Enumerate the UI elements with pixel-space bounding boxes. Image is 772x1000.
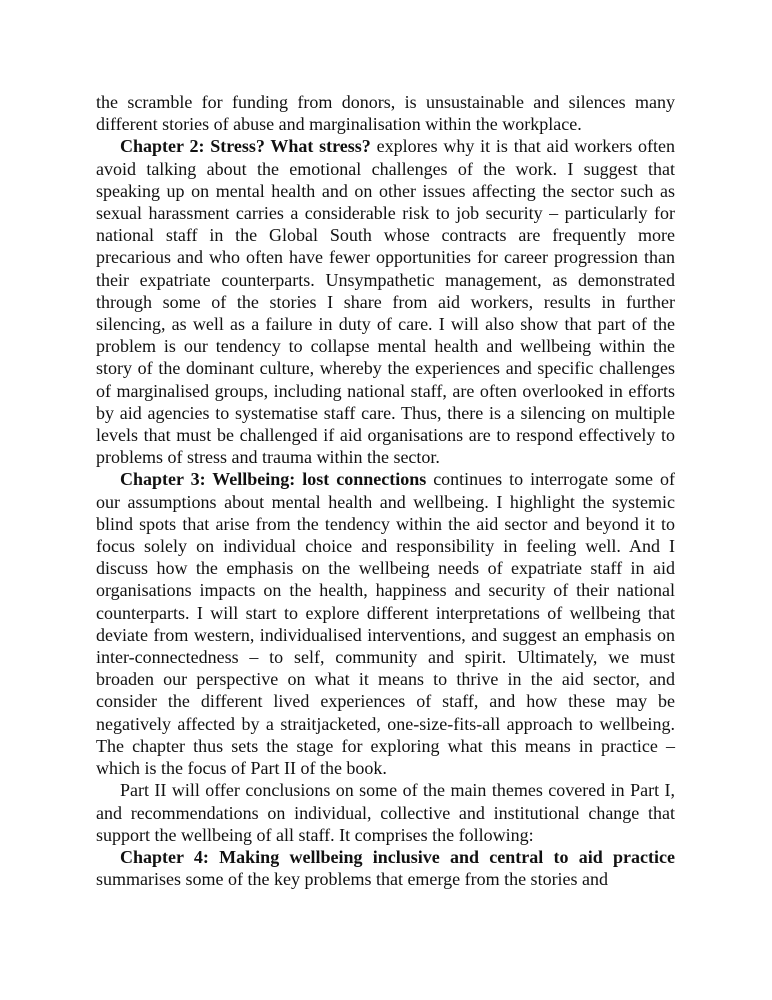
paragraph-text: the scramble for funding from donors, is unsustainable and silences many different stories of abuse and marginalisation within the workplace. <box>96 92 675 135</box>
paragraph-text: explores why it is that aid workers often avoid talking about the emotional challenges of the work. I suggest that speaking up on mental health and on other issues affecting the sector such as sexual harassment carries a considerable risk to job security – particularly for national staff in the Global South whose contracts are frequently more precarious and who often have fewer opportunities for career progression than their expatriate counterparts. Unsympathetic management, as demonstrated through some of the stories I share from aid workers, results in further silencing, as well as a failure in duty of care. I will also show that part of the problem is our tendency to collapse mental health and wellbeing within the story of the dominant culture, whereby the experiences and specific challenges of marginalised groups, including national staff, are often overlooked in efforts by aid agencies to systematise staff care. Thus, there is a silencing on multiple levels that must be challenged if aid organisations are to respond effectively to problems of stress and trauma within the sector. <box>96 136 676 468</box>
paragraph-chapter-2 <box>96 135 675 468</box>
paragraph-chapter-3 <box>96 468 675 779</box>
paragraph-text: Part II will offer conclusions on some of the main themes covered in Part I, and recommendations on individual, collective and institutional change that support the wellbeing of all staff. It comprises the following: <box>96 780 675 845</box>
chapter-2-title: Chapter 2: Stress? What stress? <box>120 136 371 157</box>
paragraph-part-2-intro <box>96 779 675 846</box>
chapter-4-title: Chapter 4: Making wellbeing inclusive and central to aid practice <box>120 846 675 867</box>
paragraph-text: summarises some of the key problems that emerge from the stories and <box>96 869 609 890</box>
paragraph-text: continues to interrogate some of our assumptions about mental health and wellbeing. I highlight the systemic blind spots that arise from the tendency within the aid sector and beyond it to focus solely on individual choice and responsibility in feeling well. And I discuss how the emphasis on the wellbeing needs of expatriate staff in aid organisations impacts on the health, happiness and security of their national counterparts. I will start to explore different interpretations of wellbeing that deviate from western, individualised interventions, and suggest an emphasis on inter-connectedness – to self, community and spirit. Ultimately, we must broaden our perspective on what it means to thrive in the aid sector, and consider the different lived experiences of staff, and how these may be negatively affected by a straitjacketed, one-size-fits-all approach to wellbeing. The chapter thus sets the stage for exploring what this means in practice – which is the focus of Part II of the book. <box>96 469 675 779</box>
chapter-3-title: Chapter 3: Wellbeing: lost connections <box>120 469 427 490</box>
paragraph-continuation <box>96 91 675 135</box>
paragraph-chapter-4 <box>96 846 675 890</box>
book-page <box>96 91 675 890</box>
